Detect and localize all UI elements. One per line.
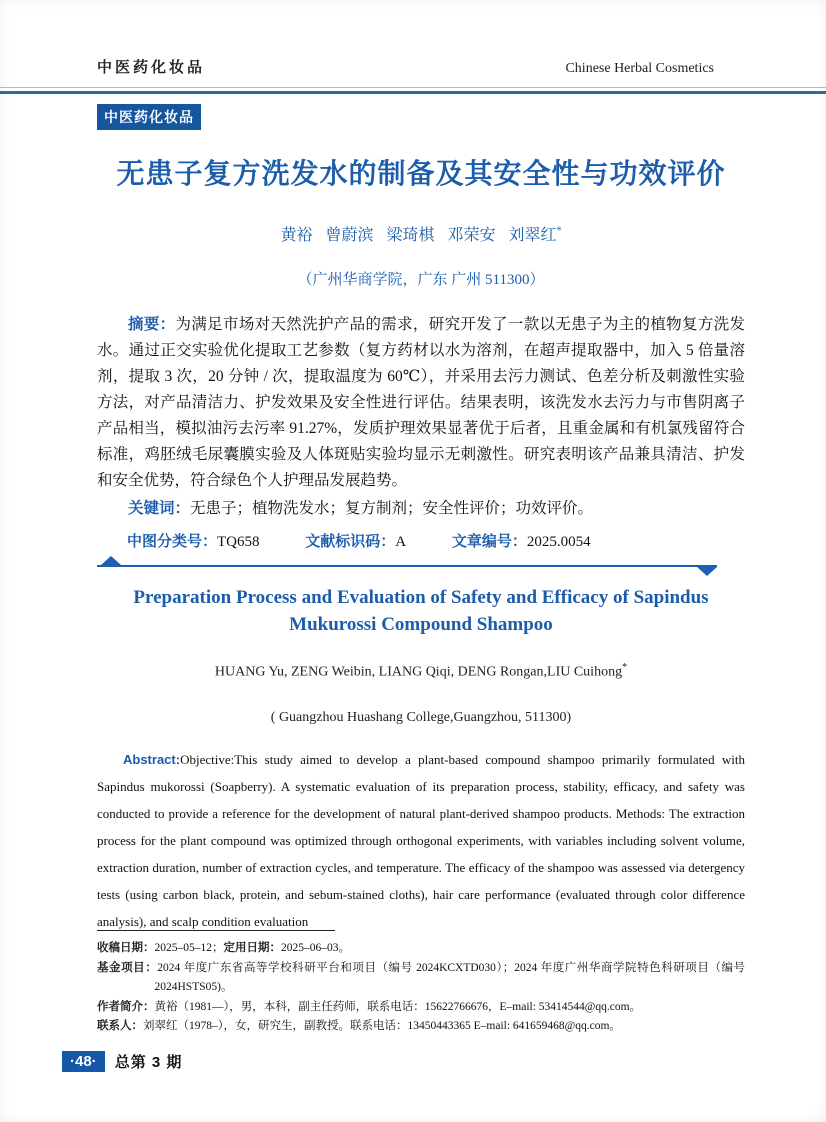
footnotes — [97, 939, 745, 1037]
keywords-text: 无患子；植物洗发水；复方制剂；安全性评价；功效评价。 — [190, 500, 594, 517]
corresponding-author-mark: * — [556, 225, 562, 237]
accepted-date-value: 2025–06–03。 — [281, 942, 350, 954]
abstract-en — [97, 746, 745, 935]
section-divider — [97, 556, 717, 578]
clc-value: TQ658 — [217, 534, 260, 550]
footnote-funding — [97, 959, 745, 998]
doc-code-value: A — [395, 534, 407, 550]
contact-label: 联系人： — [97, 1020, 143, 1032]
page-number-badge: ·48· — [62, 1051, 105, 1072]
authors-cn — [97, 222, 745, 245]
article-id-item — [452, 534, 591, 550]
author-bio-label: 作者简介： — [97, 1000, 155, 1013]
page-footer — [62, 1051, 182, 1072]
authors-cn-names: 黄裕 曾蔚滨 梁琦棋 邓荣安 刘翠红 — [280, 227, 557, 244]
received-date-label: 收稿日期： — [97, 942, 155, 954]
running-head-journal-cn: 中医药化妆品 — [97, 59, 206, 76]
authors-en-names: HUANG Yu, ZENG Weibin, LIANG Qiqi, DENG Rongan,LIU Cuihong — [214, 664, 623, 680]
footnote-contact — [97, 1017, 745, 1037]
article-id-label: 文章编号： — [451, 533, 527, 550]
abstract-cn-text: 为满足市场对天然洗护产品的需求，研究开发了一款以无患子为主的植物复方洗发水。通过正交实验优化提取工艺参数（复方药材以水为溶剂，在超声提取器中，加入 5 倍量溶剂，提取 3 次，20 分钟 / 次，提取温度为 60℃），并采用去污力测试、色差分析及刺激性实验方法，对产品清洁力、护发效果及安全性进行评估。结果表明，该洗发水去污力与市售阴离子产品相当，模拟油污去污率 91.27%，发质护理效果显著优于后者，且重金属和有机氯残留符合标准，鸡胚绒毛尿囊膜实验及人体斑贴实验均显示无刺激性。研究表明该产品兼具清洁、护发和安全优势，符合绿色个人护理品发展趋势。 — [97, 316, 745, 489]
keywords — [97, 496, 745, 518]
contact-text: 刘翠红（1978–），女，研究生，副教授。联系电话：13450443365 E–mail: 641659468@qq.com。 — [143, 1020, 621, 1032]
funding-label: 基金项目： — [97, 961, 158, 974]
article-title-en: Preparation Process and Evaluation of Safety and Efficacy of Sapindus Mukurossi Compound Shampoo — [133, 587, 709, 635]
running-head-journal-en: Chinese Herbal Cosmetics — [565, 61, 714, 76]
abstract-cn — [97, 312, 745, 494]
article-content — [97, 0, 745, 1122]
abstract-en-label: Abstract: — [123, 752, 181, 767]
clc-label: 中图分类号： — [127, 533, 218, 550]
section-badge: 中医药化妆品 — [97, 104, 201, 130]
footnote-author-bio — [97, 998, 745, 1018]
doc-code-label: 文献标识码： — [305, 533, 396, 550]
abstract-cn-label: 摘要： — [128, 316, 176, 333]
received-date-value: 2025–05–12； — [154, 942, 224, 954]
funding-text: 2024 年度广东省高等学校科研平台和项目（编号 2024KCXTD030）；2024 年度广州华商学院特色科研项目（编号 2024HSTS05)。 — [154, 961, 746, 993]
corresponding-author-mark-en: * — [622, 662, 628, 673]
doc-code-item — [305, 534, 406, 550]
affiliation-cn: （广州华商学院，广东 广州 511300） — [297, 272, 545, 288]
issue-label: 总第 3 期 — [114, 1054, 183, 1071]
divider-triangle-down-icon — [697, 567, 717, 576]
classification-row — [97, 530, 745, 551]
abstract-en-text: Objective:This study aimed to develop a plant-based compound shampoo primarily formulated with Sapindus mukorossi (Soapberry). A systematic evaluation of its preparation process, stability, efficacy, and safety was conducted to provide a reference for the development of natural plant-derived shampoo products. Methods: The extraction process for the plant compound was optimized through orthogonal experiments, with variables including solvent volume, extraction duration, number of extraction cycles, and temperature. The efficacy of the shampoo was assessed via detergency tests (using carbon black, protein, and sebum-stained cloths), hair care performance (evaluated through color difference analysis), and scalp condition evaluation — [97, 752, 745, 929]
footnote-rule — [97, 930, 335, 931]
divider-triangle-up-icon — [101, 556, 121, 565]
article-title-cn: 无患子复方洗发水的制备及其安全性与功效评价 — [116, 158, 726, 189]
footnote-dates — [97, 939, 745, 959]
article-id-value: 2025.0054 — [526, 534, 591, 550]
affiliation-en: ( Guangzhou Huashang College,Guangzhou, 511300) — [270, 710, 572, 725]
accepted-date-label: 定用日期： — [223, 942, 281, 954]
clc-item — [127, 534, 260, 550]
author-bio-text: 黄裕（1981—），男，本科，副主任药师，联系电话：15622766676，E–mail: 53414544@qq.com。 — [154, 1000, 642, 1013]
keywords-label: 关键词： — [128, 500, 191, 517]
divider-line — [97, 565, 717, 567]
authors-en — [97, 662, 745, 681]
